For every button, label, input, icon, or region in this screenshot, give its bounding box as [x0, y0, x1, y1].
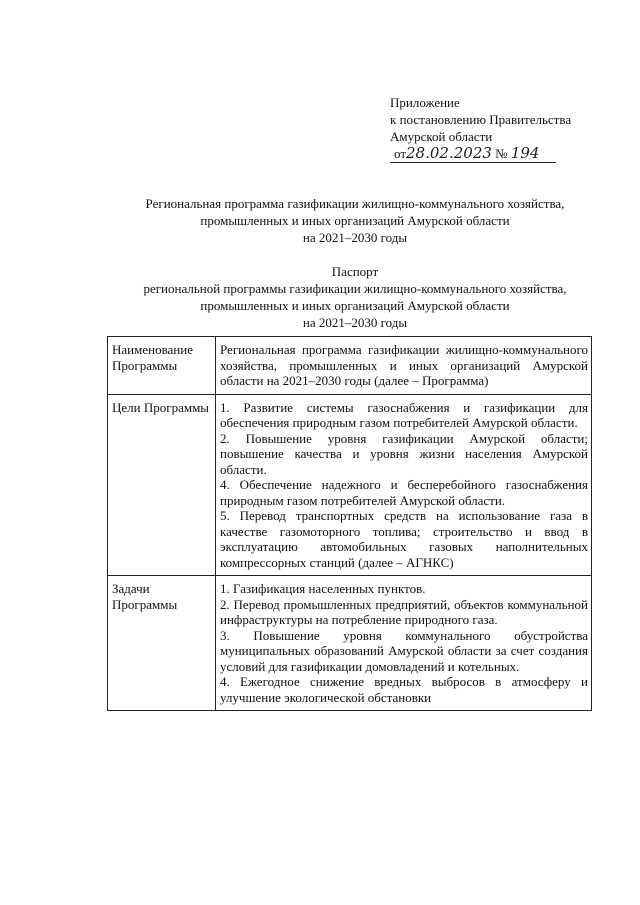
paragraph: Региональная программа газификации жилищно-коммунального хозяйства, промышленных и иных организаций Амурской области на 2021–2030 годы (далее – Программа): [220, 342, 588, 388]
passport-line-3: на 2021–2030 годы: [302, 315, 408, 330]
handwritten-date: 28.02.2023: [406, 144, 492, 162]
signature-line: [390, 145, 556, 163]
passport-table: [107, 336, 592, 711]
title-line-3: на 2021–2030 годы: [302, 230, 408, 245]
row-label: Цели Программы: [108, 394, 216, 576]
from-label: от: [394, 146, 407, 161]
passport-heading: Паспорт: [331, 264, 379, 279]
paragraph: 3. Повышение уровня коммунального обустройства муниципальных образований Амурской области за счет создания условий для газификации домовладений и котельных.: [220, 627, 588, 674]
table-row-goals: [108, 394, 592, 576]
appendix-line-3: Амурской области: [390, 129, 493, 144]
passport-heading-block: [100, 263, 610, 331]
appendix-date-number: [390, 145, 571, 163]
paragraph: 1. Газификация населенных пунктов.: [220, 581, 426, 596]
row-label: Задачи Программы: [108, 576, 216, 711]
appendix-block: [390, 94, 571, 163]
title-line-1: Региональная программа газификации жилищно-коммунального хозяйства,: [145, 196, 565, 211]
title-line-2: промышленных и иных организаций Амурской области: [200, 213, 510, 228]
paragraph: 5. Перевод транспортных средств на использование газа в качестве газомоторного топлива; строительство и ввод в эксплуатацию автомобильных газовых наполнительных компрессорных станций (далее – АГНКС): [220, 508, 588, 570]
appendix-line-1: Приложение: [390, 95, 460, 110]
paragraph: 4. Ежегодное снижение вредных выбросов в атмосферу и улучшение экологической обстановки: [220, 674, 588, 705]
paragraph: 2. Повышение уровня газификации Амурской области; повышение качества и уровня жизни населения Амурской области.: [220, 430, 588, 477]
passport-line-1: региональной программы газификации жилищно-коммунального хозяйства,: [143, 281, 567, 296]
row-content: [216, 576, 592, 711]
paragraph: 2. Перевод промышленных предприятий, объектов коммунальной инфраструктуры на потребление природного газа.: [220, 596, 588, 627]
appendix-line-2: к постановлению Правительства: [390, 112, 572, 127]
table-row-tasks: [108, 576, 592, 711]
row-label: Наименование Программы: [108, 337, 216, 395]
handwritten-number: 194: [510, 144, 540, 162]
passport-line-2: промышленных и иных организаций Амурской области: [200, 298, 510, 313]
table-row-name: [108, 337, 592, 395]
number-label: №: [495, 146, 508, 161]
row-content: [216, 394, 592, 576]
document-title: [100, 195, 610, 246]
row-content: [216, 337, 592, 395]
paragraph: 1. Развитие системы газоснабжения и газификации для обеспечения природным газом потребителей Амурской области.: [220, 399, 588, 430]
paragraph: 4. Обеспечение надежного и бесперебойного газоснабжения природным газом потребителей Амурской области.: [220, 477, 588, 508]
